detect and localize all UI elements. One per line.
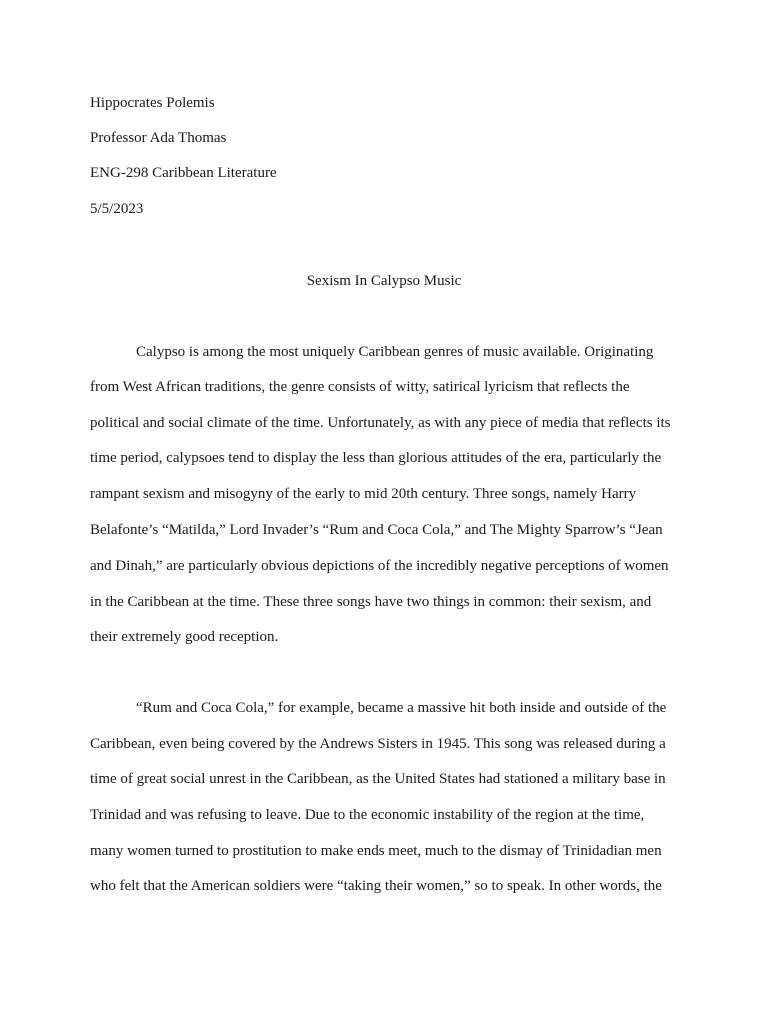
paragraph-1-line-9: their extremely good reception. — [90, 629, 279, 645]
course-name: ENG-298 Caribbean Literature — [90, 165, 277, 181]
paragraph-1-line-7: and Dinah,” are particularly obvious depictions of the incredibly negative perceptions of women — [90, 558, 669, 574]
paragraph-2-line-3: time of great social unrest in the Caribbean, as the United States had stationed a military base in — [90, 771, 666, 787]
paragraph-2-line-1: “Rum and Coca Cola,” for example, became a massive hit both inside and outside of the — [136, 700, 667, 716]
paragraph-1-line-3: political and social climate of the time. Unfortunately, as with any piece of media that reflects its — [90, 415, 671, 431]
paragraph-2-line-2: Caribbean, even being covered by the Andrews Sisters in 1945. This song was released during a — [90, 736, 666, 752]
paragraph-2-line-4: Trinidad and was refusing to leave. Due to the economic instability of the region at the time, — [90, 807, 645, 823]
paragraph-1-line-8: in the Caribbean at the time. These three songs have two things in common: their sexism, and — [90, 594, 652, 610]
essay-date: 5/5/2023 — [90, 201, 144, 217]
paragraph-1-line-6: Belafonte’s “Matilda,” Lord Invader’s “Rum and Coca Cola,” and The Mighty Sparrow’s “Jean — [90, 522, 663, 538]
paragraph-2-line-6: who felt that the American soldiers were “taking their women,” so to speak. In other words, the — [90, 878, 662, 894]
paragraph-1-line-4: time period, calypsoes tend to display the less than glorious attitudes of the era, particularly the — [90, 450, 662, 466]
paragraph-1-line-1: Calypso is among the most uniquely Caribbean genres of music available. Originating — [136, 344, 654, 360]
author-name: Hippocrates Polemis — [90, 95, 215, 111]
paragraph-2-line-5: many women turned to prostitution to make ends meet, much to the dismay of Trinidadian men — [90, 843, 662, 859]
professor-name: Professor Ada Thomas — [90, 130, 227, 146]
paragraph-1-line-2: from West African traditions, the genre consists of witty, satirical lyricism that reflects the — [90, 379, 630, 395]
essay-title: Sexism In Calypso Music — [306, 273, 462, 289]
paragraph-1-line-5: rampant sexism and misogyny of the early to mid 20th century. Three songs, namely Harry — [90, 486, 637, 502]
